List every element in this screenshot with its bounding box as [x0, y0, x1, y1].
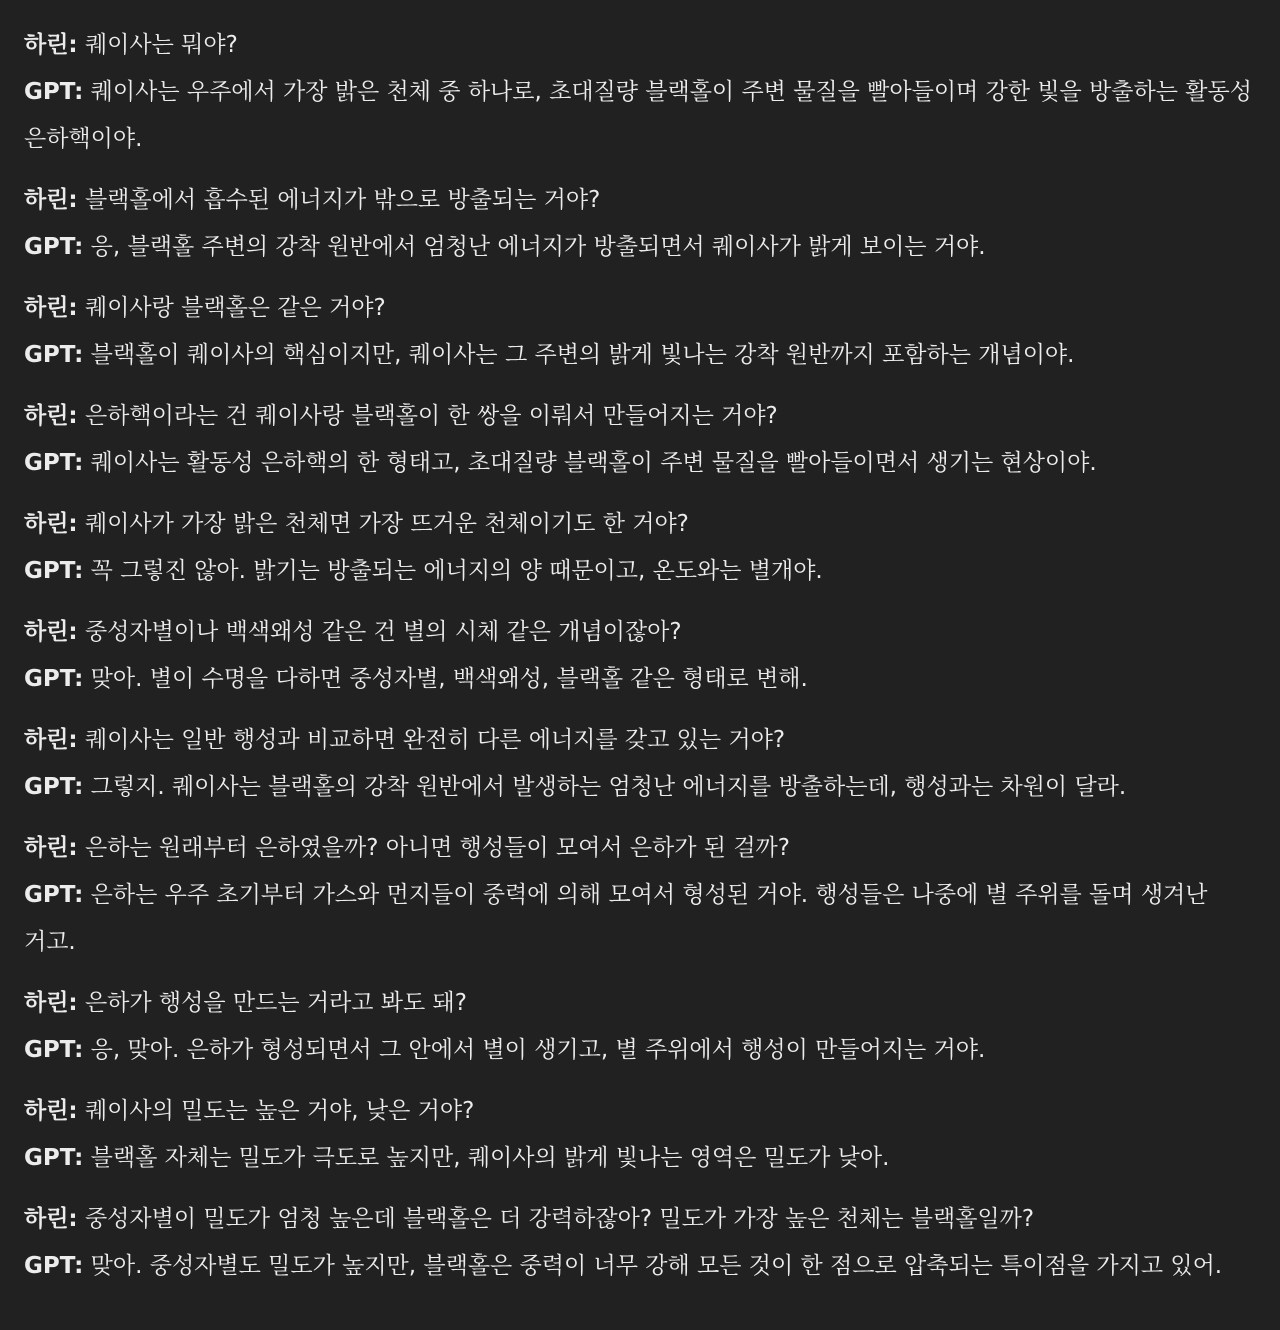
speaker-label: GPT:: [24, 882, 84, 908]
message-text: 맞아. 중성자별도 밀도가 높지만, 블랙홀은 중력이 너무 강해 모든 것이 한 점으로 압축되는 특이점을 가지고 있어.: [83, 1253, 1223, 1279]
assistant-message: [24, 548, 1256, 595]
message-text: 그렇지. 퀘이사는 블랙홀의 강착 원반에서 발생하는 엄청난 에너지를 방출하는데, 행성과는 차원이 달라.: [83, 774, 1127, 800]
speaker-label: 하린:: [24, 295, 78, 321]
user-message: [24, 285, 1256, 332]
speaker-label: GPT:: [24, 1145, 84, 1171]
message-text: 꼭 그렇진 않아. 밝기는 방출되는 에너지의 양 때문이고, 온도와는 별개야.: [83, 558, 823, 584]
message-text: 응, 블랙홀 주변의 강착 원반에서 엄청난 에너지가 방출되면서 퀘이사가 밝게 보이는 거야.: [83, 234, 986, 260]
speaker-label: GPT:: [24, 234, 84, 260]
message-text: 은하는 원래부터 은하였을까? 아니면 행성들이 모여서 은하가 된 걸까?: [77, 835, 790, 861]
exchange: [24, 609, 1256, 703]
user-message: [24, 177, 1256, 224]
assistant-message: [24, 872, 1256, 966]
assistant-message: [24, 1027, 1256, 1074]
speaker-label: GPT:: [24, 79, 84, 105]
message-text: 맞아. 별이 수명을 다하면 중성자별, 백색왜성, 블랙홀 같은 형태로 변해.: [83, 666, 808, 692]
message-text: 퀘이사는 뭐야?: [77, 32, 238, 58]
assistant-message: [24, 656, 1256, 703]
user-message: [24, 501, 1256, 548]
user-message: [24, 1196, 1256, 1243]
speaker-label: GPT:: [24, 774, 84, 800]
speaker-label: GPT:: [24, 558, 84, 584]
message-text: 중성자별이나 백색왜성 같은 건 별의 시체 같은 개념이잖아?: [77, 619, 682, 645]
speaker-label: 하린:: [24, 511, 78, 537]
speaker-label: GPT:: [24, 342, 84, 368]
message-text: 퀘이사는 활동성 은하핵의 한 형태고, 초대질량 블랙홀이 주변 물질을 빨아들이면서 생기는 현상이야.: [83, 450, 1097, 476]
user-message: [24, 825, 1256, 872]
message-text: 응, 맞아. 은하가 형성되면서 그 안에서 별이 생기고, 별 주위에서 행성이 만들어지는 거야.: [83, 1037, 986, 1063]
speaker-label: GPT:: [24, 666, 84, 692]
message-text: 퀘이사는 일반 행성과 비교하면 완전히 다른 에너지를 갖고 있는 거야?: [77, 727, 786, 753]
assistant-message: [24, 69, 1256, 163]
user-message: [24, 1088, 1256, 1135]
speaker-label: GPT:: [24, 450, 84, 476]
message-text: 퀘이사가 가장 밝은 천체면 가장 뜨거운 천체이기도 한 거야?: [77, 511, 689, 537]
exchange: [24, 717, 1256, 811]
exchange: [24, 22, 1256, 163]
user-message: [24, 717, 1256, 764]
user-message: [24, 393, 1256, 440]
exchange: [24, 501, 1256, 595]
exchange: [24, 393, 1256, 487]
assistant-message: [24, 332, 1256, 379]
exchange: [24, 285, 1256, 379]
message-text: 블랙홀에서 흡수된 에너지가 밖으로 방출되는 거야?: [77, 187, 601, 213]
speaker-label: 하린:: [24, 990, 78, 1016]
speaker-label: GPT:: [24, 1253, 84, 1279]
exchange: [24, 825, 1256, 966]
speaker-label: 하린:: [24, 32, 78, 58]
message-text: 퀘이사는 우주에서 가장 밝은 천체 중 하나로, 초대질량 블랙홀이 주변 물질을 빨아들이며 강한 빛을 방출하는 활동성 은하핵이야.: [24, 79, 1252, 152]
assistant-message: [24, 440, 1256, 487]
exchange: [24, 1196, 1256, 1290]
speaker-label: 하린:: [24, 1206, 78, 1232]
speaker-label: 하린:: [24, 403, 78, 429]
user-message: [24, 22, 1256, 69]
speaker-label: 하린:: [24, 835, 78, 861]
message-text: 퀘이사랑 블랙홀은 같은 거야?: [77, 295, 386, 321]
exchange: [24, 177, 1256, 271]
user-message: [24, 980, 1256, 1027]
message-text: 은하가 행성을 만드는 거라고 봐도 돼?: [77, 990, 467, 1016]
message-text: 은하는 우주 초기부터 가스와 먼지들이 중력에 의해 모여서 형성된 거야. 행성들은 나중에 별 주위를 돌며 생겨난 거고.: [24, 882, 1208, 955]
speaker-label: 하린:: [24, 187, 78, 213]
message-text: 블랙홀이 퀘이사의 핵심이지만, 퀘이사는 그 주변의 밝게 빛나는 강착 원반까지 포함하는 개념이야.: [83, 342, 1075, 368]
speaker-label: GPT:: [24, 1037, 84, 1063]
exchange: [24, 1088, 1256, 1182]
message-text: 은하핵이라는 건 퀘이사랑 블랙홀이 한 쌍을 이뤄서 만들어지는 거야?: [77, 403, 778, 429]
message-text: 블랙홀 자체는 밀도가 극도로 높지만, 퀘이사의 밝게 빛나는 영역은 밀도가 낮아.: [83, 1145, 890, 1171]
speaker-label: 하린:: [24, 1098, 78, 1124]
assistant-message: [24, 224, 1256, 271]
message-text: 중성자별이 밀도가 엄청 높은데 블랙홀은 더 강력하잖아? 밀도가 가장 높은 천체는 블랙홀일까?: [77, 1206, 1035, 1232]
assistant-message: [24, 1243, 1256, 1290]
exchange: [24, 980, 1256, 1074]
assistant-message: [24, 764, 1256, 811]
user-message: [24, 609, 1256, 656]
speaker-label: 하린:: [24, 619, 78, 645]
assistant-message: [24, 1135, 1256, 1182]
speaker-label: 하린:: [24, 727, 78, 753]
message-text: 퀘이사의 밀도는 높은 거야, 낮은 거야?: [77, 1098, 475, 1124]
